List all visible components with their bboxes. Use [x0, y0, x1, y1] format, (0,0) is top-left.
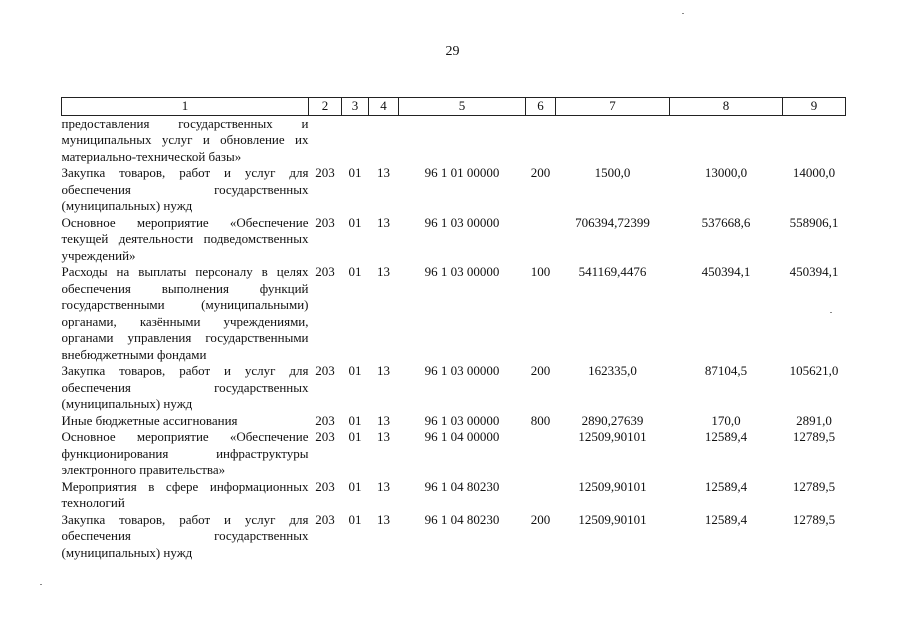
header-col-1: 1 [62, 98, 309, 116]
row-grbs: 203 [315, 412, 335, 428]
row-grbs: 203 [315, 165, 335, 180]
table-row [62, 264, 846, 363]
row-amount-year2: 170,0 [711, 412, 741, 428]
row-grbs: 203 [315, 214, 335, 230]
header-col-4: 4 [369, 98, 399, 116]
header-col-6: 6 [526, 98, 556, 116]
row-description: Основное мероприятие «Обеспечение функционирования инфраструктуры электронного правительства» [61, 429, 309, 477]
row-expense-type: 800 [530, 412, 551, 428]
row-amount-year1 [556, 115, 670, 165]
table-row [62, 479, 846, 512]
row-amount-year3: 14000,0 [792, 165, 836, 180]
row-expense-type [526, 479, 556, 512]
row-amount-year3: 12789,5 [792, 429, 836, 444]
row-description: Расходы на выплаты персоналу в целях обеспечения выполнения функций государственными (муниципальными) органами, казёнными учреждениями, органами управления государственными внебюджетными фондами [61, 264, 309, 362]
table-row [62, 115, 846, 165]
row-expense-type: 200 [530, 511, 551, 527]
row-section: 01 [348, 363, 362, 378]
row-amount-year2: 13000,0 [704, 165, 748, 180]
budget-table [61, 97, 846, 561]
row-amount-year1: 706394,72399 [575, 214, 650, 230]
row-amount-year3: 12789,5 [792, 478, 836, 494]
row-description: Закупка товаров, работ и услуг для обеспечения государственных (муниципальных) нужд [61, 363, 309, 411]
header-col-2: 2 [309, 98, 342, 116]
row-target-article: 96 1 03 00000 [424, 363, 500, 378]
row-section [342, 115, 369, 165]
header-col-5: 5 [399, 98, 526, 116]
row-amount-year3: 105621,0 [789, 363, 839, 378]
row-amount-year3: 2891,0 [796, 412, 832, 428]
header-col-7: 7 [556, 98, 670, 116]
row-amount-year2 [670, 115, 783, 165]
row-subsection: 13 [377, 214, 390, 230]
row-subsection: 13 [377, 511, 390, 527]
row-amount-year1: 12509,90101 [578, 478, 647, 494]
row-section: 01 [348, 478, 362, 494]
row-amount-year2: 12589,4 [704, 511, 748, 527]
row-grbs: 203 [315, 478, 335, 494]
table-row [62, 215, 846, 265]
table-row [62, 363, 846, 413]
row-amount-year1: 12509,90101 [578, 511, 647, 527]
row-subsection: 13 [377, 478, 390, 494]
row-target-article: 96 1 04 80230 [424, 511, 500, 527]
row-expense-type [526, 429, 556, 479]
row-section: 01 [348, 429, 362, 444]
row-description: Закупка товаров, работ и услуг для обеспечения государственных (муниципальных) нужд [61, 511, 309, 560]
row-amount-year3: 558906,1 [789, 214, 839, 230]
row-amount-year3: 450394,1 [789, 264, 839, 279]
row-target-article [399, 115, 526, 165]
row-amount-year2: 12589,4 [704, 429, 748, 444]
row-amount-year2: 450394,1 [701, 264, 751, 279]
row-amount-year2: 537668,6 [701, 214, 751, 230]
row-expense-type: 200 [530, 165, 551, 180]
row-amount-year1: 541169,4476 [578, 264, 647, 279]
row-subsection: 13 [377, 363, 390, 378]
table-row [62, 413, 846, 430]
row-amount-year3 [783, 115, 846, 165]
row-subsection [369, 115, 399, 165]
scan-speck [830, 312, 832, 313]
row-expense-type [526, 215, 556, 265]
table-body [62, 115, 846, 561]
row-amount-year2: 87104,5 [704, 363, 748, 378]
row-section: 01 [348, 264, 362, 279]
header-col-8: 8 [670, 98, 783, 116]
header-col-9: 9 [783, 98, 846, 116]
row-grbs: 203 [315, 264, 335, 279]
row-section: 01 [348, 511, 362, 527]
row-description: Закупка товаров, работ и услуг для обеспечения государственных (муниципальных) нужд [61, 165, 309, 213]
row-description: Мероприятия в сфере информационных технологий [61, 478, 309, 510]
scan-speck [40, 584, 42, 585]
row-target-article: 96 1 01 00000 [424, 165, 500, 180]
row-amount-year3: 12789,5 [792, 511, 836, 527]
table-row [62, 429, 846, 479]
table-row [62, 512, 846, 562]
row-subsection: 13 [377, 429, 390, 444]
page-number: 29 [445, 44, 460, 59]
row-target-article: 96 1 03 00000 [424, 214, 500, 230]
row-target-article: 96 1 04 80230 [424, 478, 500, 494]
row-description: Основное мероприятие «Обеспечение текущей деятельности подведомственных учреждений» [61, 214, 309, 263]
row-target-article: 96 1 03 00000 [424, 264, 500, 279]
row-section: 01 [348, 165, 362, 180]
row-target-article: 96 1 03 00000 [424, 412, 500, 428]
row-subsection: 13 [377, 165, 390, 180]
header-col-3: 3 [342, 98, 369, 116]
row-subsection: 13 [377, 264, 390, 279]
row-amount-year2: 12589,4 [704, 478, 748, 494]
row-expense-type: 100 [530, 264, 551, 279]
row-amount-year1: 2890,27639 [581, 412, 644, 428]
header-row [62, 98, 846, 116]
row-subsection: 13 [377, 412, 390, 428]
row-expense-type: 200 [530, 363, 551, 378]
row-section: 01 [348, 412, 362, 428]
row-amount-year1: 12509,90101 [578, 429, 647, 444]
row-description: Иные бюджетные ассигнования [61, 412, 238, 428]
row-grbs [309, 115, 342, 165]
table-row [62, 165, 846, 215]
row-amount-year1: 162335,0 [588, 363, 637, 378]
row-target-article: 96 1 04 00000 [424, 429, 500, 444]
row-amount-year1: 1500,0 [594, 165, 631, 180]
scan-speck [682, 13, 684, 14]
row-grbs: 203 [315, 511, 335, 527]
row-section: 01 [348, 214, 362, 230]
row-description: предоставления государственных и муниципальных услуг и обновление их материально-технической базы» [61, 115, 309, 164]
row-grbs: 203 [315, 429, 335, 444]
row-grbs: 203 [315, 363, 335, 378]
row-expense-type [526, 115, 556, 165]
